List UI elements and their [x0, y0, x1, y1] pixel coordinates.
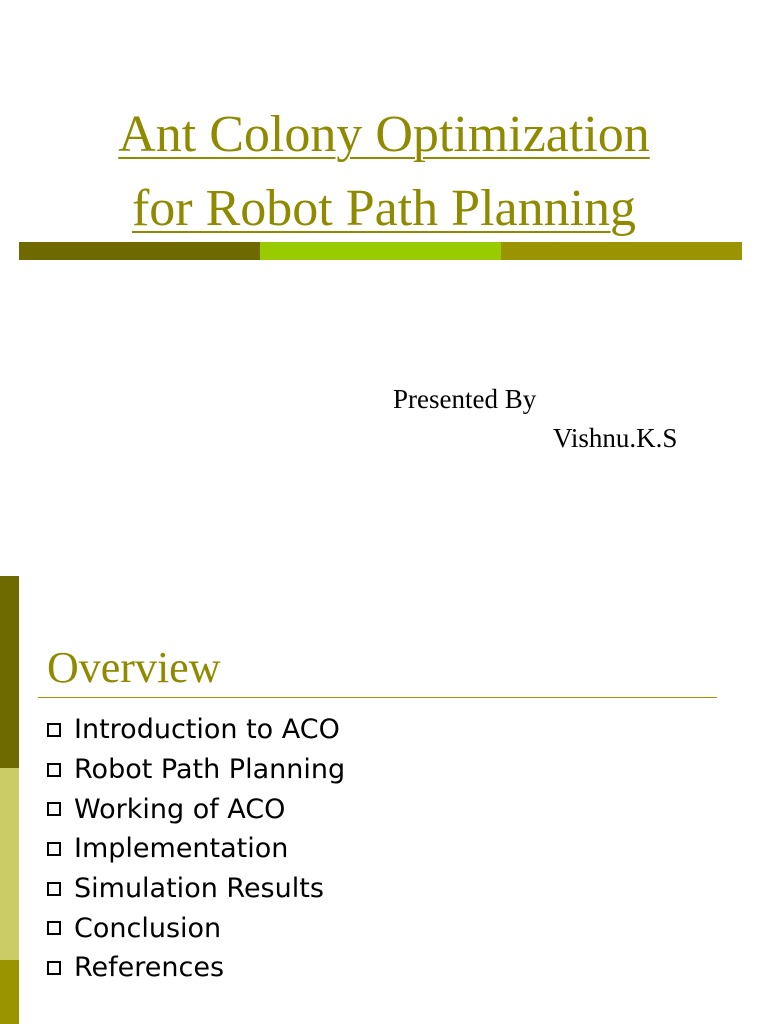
- list-item: [47, 908, 345, 948]
- agenda-list: [47, 710, 345, 988]
- agenda-item-label: Conclusion: [74, 912, 222, 944]
- side-strip-segment-olive: [0, 960, 19, 1024]
- agenda-item-label: Robot Path Planning: [74, 754, 346, 786]
- title-line-2: for Robot Path Planning: [131, 180, 637, 237]
- side-accent-strip: [0, 576, 19, 1024]
- side-strip-segment-dark: [0, 576, 19, 768]
- overview-heading: Overview: [47, 643, 221, 692]
- side-strip-segment-light: [0, 768, 19, 960]
- list-item: [47, 829, 345, 869]
- list-item: [47, 869, 345, 909]
- square-bullet-icon: [47, 802, 61, 816]
- list-item: [47, 710, 345, 750]
- square-bullet-icon: [47, 961, 61, 975]
- overview-slide: [0, 576, 768, 1024]
- divider-segment-dark: [19, 242, 260, 260]
- list-item: [47, 789, 345, 829]
- presented-by-label: Presented By: [393, 384, 537, 414]
- square-bullet-icon: [47, 763, 61, 777]
- agenda-item-label: Working of ACO: [74, 793, 286, 825]
- square-bullet-icon: [47, 921, 61, 935]
- square-bullet-icon: [47, 842, 61, 856]
- agenda-item-label: Simulation Results: [74, 873, 324, 905]
- heading-rule: [38, 697, 717, 698]
- divider-segment-bright: [260, 242, 501, 260]
- square-bullet-icon: [47, 882, 61, 896]
- slide-title: [0, 98, 768, 246]
- agenda-item-label: References: [74, 952, 225, 984]
- list-item: [47, 948, 345, 988]
- divider-segment-olive: [501, 242, 742, 260]
- presenter-name: Vishnu.K.S: [553, 423, 678, 453]
- list-item: [47, 750, 345, 790]
- title-divider-bar: [19, 242, 742, 260]
- agenda-item-label: Implementation: [74, 833, 289, 865]
- square-bullet-icon: [47, 723, 61, 737]
- title-line-1: Ant Colony Optimization: [118, 106, 650, 163]
- agenda-item-label: Introduction to ACO: [74, 714, 340, 746]
